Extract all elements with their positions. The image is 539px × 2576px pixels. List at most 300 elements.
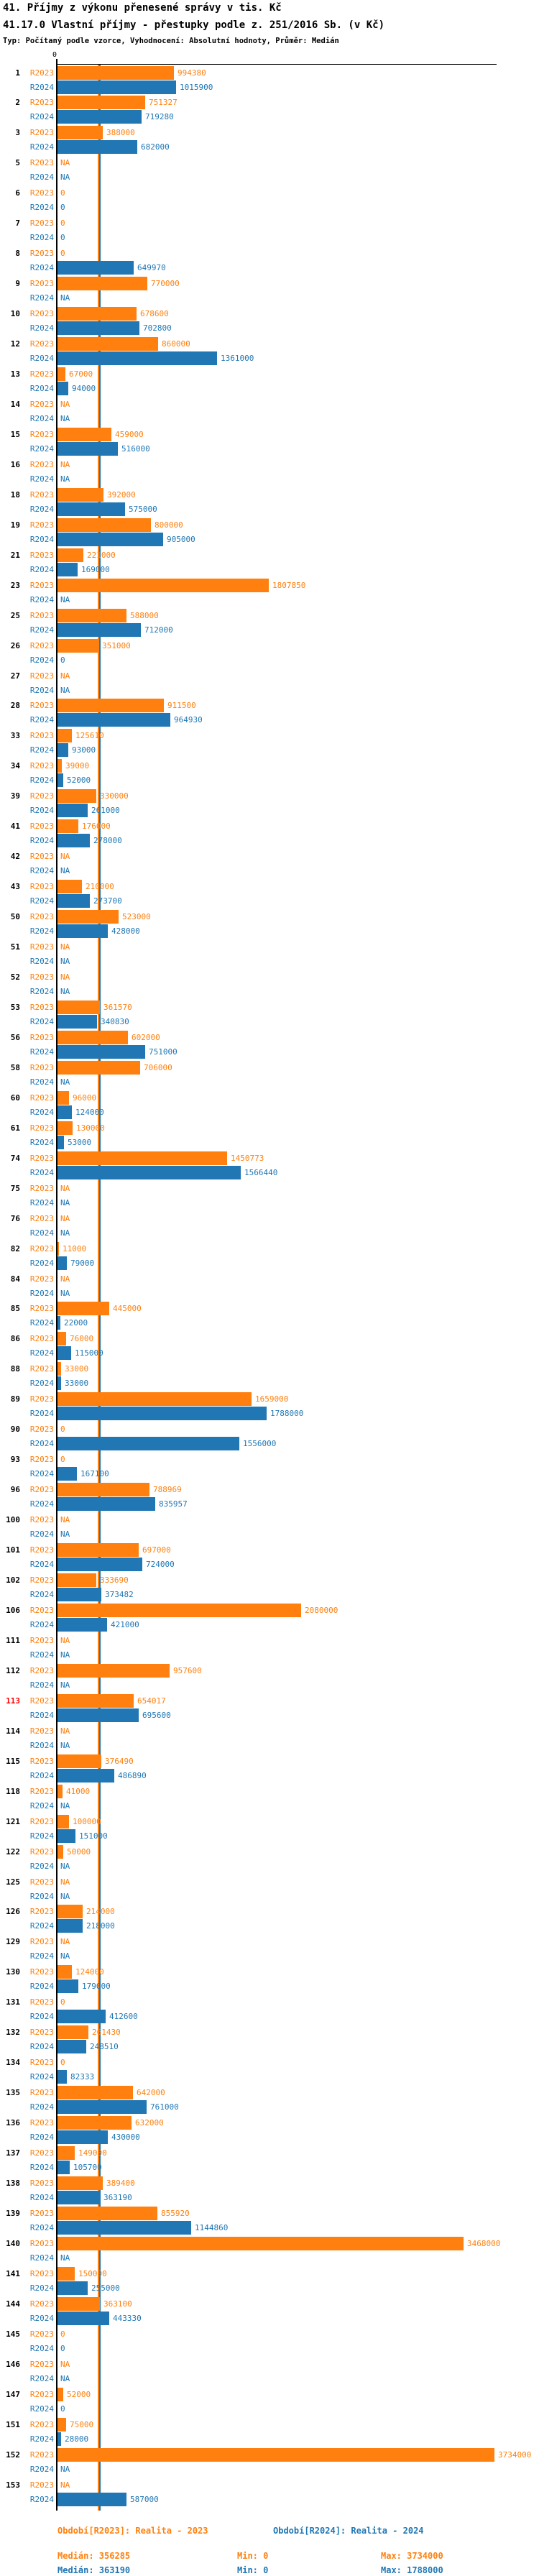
series-label-r2024: R2024	[29, 595, 54, 604]
value-label-r2024: NA	[60, 1077, 70, 1087]
value-label-r2023: 330000	[100, 791, 129, 801]
row-number: 111	[6, 1636, 20, 1645]
series-label-r2024: R2024	[29, 2223, 54, 2232]
value-label-r2023: NA	[60, 942, 70, 952]
series-label-r2024: R2024	[29, 2344, 54, 2353]
value-label-r2023: 788969	[153, 1485, 182, 1494]
value-label-r2024: 167100	[80, 1469, 109, 1478]
bar-r2024	[57, 1708, 139, 1722]
series-label-r2024: R2024	[29, 203, 54, 212]
bar-r2024	[57, 1105, 72, 1119]
value-label-r2024: 428000	[111, 926, 140, 936]
value-label-r2024: 363190	[103, 2193, 132, 2202]
series-label-r2023: R2023	[29, 1847, 54, 1857]
legend-median-2023: Medián: 356285	[57, 2551, 131, 2561]
series-label-r2024: R2024	[29, 323, 54, 333]
value-label-r2024: 421000	[111, 1620, 139, 1629]
series-label-r2024: R2024	[29, 1892, 54, 1901]
value-label-r2024: 1144860	[195, 2223, 229, 2232]
value-label-r2023: 459000	[115, 430, 144, 439]
value-label-r2023: 39000	[65, 761, 90, 770]
series-label-r2023: R2023	[29, 1184, 54, 1193]
value-label-r2023: 389400	[106, 2179, 135, 2188]
series-label-r2023: R2023	[29, 1726, 54, 1736]
value-label-r2023: 1659000	[255, 1394, 289, 1404]
bar-r2024	[57, 623, 141, 637]
bar-r2023	[57, 1754, 101, 1768]
value-label-r2023: 0	[60, 249, 65, 258]
value-label-r2024: 486890	[118, 1771, 147, 1780]
row-number: 19	[10, 520, 20, 530]
value-label-r2023: 149000	[78, 2148, 107, 2158]
row-number: 74	[10, 1154, 20, 1163]
value-label-r2023: 0	[60, 218, 65, 228]
bar-r2023	[57, 2297, 100, 2311]
row-number: 139	[6, 2209, 20, 2218]
value-label-r2024: 964930	[174, 715, 203, 724]
bar-r2023	[57, 2146, 75, 2160]
row-number: 12	[10, 339, 20, 349]
value-label-r2024: 905000	[167, 535, 195, 544]
value-label-r2023: 41000	[66, 1787, 91, 1796]
series-label-r2024: R2024	[29, 2434, 54, 2444]
bar-r2024	[57, 1979, 78, 1993]
value-label-r2023: NA	[60, 1726, 70, 1736]
series-label-r2024: R2024	[29, 1017, 54, 1026]
value-label-r2023: 678600	[140, 309, 169, 318]
row-number: 100	[6, 1515, 20, 1524]
series-label-r2024: R2024	[29, 1138, 54, 1147]
bar-r2024	[57, 382, 68, 395]
value-label-r2023: 0	[60, 2329, 65, 2339]
series-label-r2024: R2024	[29, 1348, 54, 1358]
row-number: 18	[10, 490, 20, 500]
series-label-r2024: R2024	[29, 535, 54, 544]
row-number: 34	[10, 761, 20, 770]
series-label-r2023: R2023	[29, 1997, 54, 2007]
row-number: 14	[10, 400, 20, 409]
series-label-r2024: R2024	[29, 2253, 54, 2263]
row-number: 84	[10, 1274, 20, 1284]
series-label-r2023: R2023	[29, 1274, 54, 1284]
row-number: 21	[10, 551, 20, 560]
series-label-r2023: R2023	[29, 761, 54, 770]
row-number: 13	[10, 369, 20, 379]
bar-r2023	[57, 1392, 252, 1406]
series-label-r2023: R2023	[29, 1666, 54, 1675]
value-label-r2023: 697000	[142, 1545, 171, 1555]
series-label-r2024: R2024	[29, 656, 54, 665]
row-number: 1	[15, 68, 20, 78]
bar-r2023	[57, 1302, 109, 1315]
row-number: 52	[10, 972, 20, 982]
bar-r2023	[57, 66, 174, 80]
legend-period-2024: Období[R2024]: Realita - 2024	[273, 2526, 424, 2536]
bar-r2024	[57, 533, 163, 546]
series-label-r2024: R2024	[29, 1982, 54, 1991]
bar-r2024	[57, 2040, 86, 2053]
value-label-r2023: 1450773	[231, 1154, 264, 1163]
value-label-r2023: 75000	[70, 2420, 94, 2429]
value-label-r2023: NA	[60, 671, 70, 681]
bar-r2023	[57, 1664, 170, 1678]
value-label-r2023: 0	[60, 1997, 65, 2007]
bar-r2023	[57, 1061, 140, 1075]
row-number: 129	[6, 1937, 20, 1946]
bar-r2024	[57, 773, 63, 787]
legend-max-2024: Max: 1788000	[381, 2565, 443, 2575]
value-label-r2024: 751000	[149, 1047, 178, 1057]
series-label-r2024: R2024	[29, 1228, 54, 1238]
row-number: 118	[6, 1787, 20, 1796]
row-number: 25	[10, 611, 20, 620]
series-label-r2024: R2024	[29, 1289, 54, 1298]
bar-r2024	[57, 1558, 142, 1571]
value-label-r2023: 800000	[155, 520, 183, 530]
value-label-r2023: 176000	[82, 822, 111, 831]
bar-r2023	[57, 1000, 100, 1014]
series-label-r2023: R2023	[29, 2329, 54, 2339]
row-number: 113	[6, 1696, 20, 1706]
bar-r2024	[57, 1497, 155, 1511]
x-axis-line	[56, 64, 497, 65]
page-title: 41. Příjmy z výkonu přenesené správy v tis. Kč	[3, 2, 282, 14]
bar-r2024	[57, 1588, 101, 1601]
value-label-r2024: NA	[60, 957, 70, 966]
value-label-r2023: 11000	[63, 1244, 87, 1254]
value-label-r2023: 523000	[122, 912, 151, 921]
value-label-r2024: 1015900	[180, 83, 213, 92]
row-number: 137	[6, 2148, 20, 2158]
series-label-r2023: R2023	[29, 339, 54, 349]
bar-r2024	[57, 2010, 106, 2023]
value-label-r2024: 0	[60, 233, 65, 242]
series-label-r2023: R2023	[29, 1907, 54, 1916]
series-label-r2023: R2023	[29, 942, 54, 952]
series-label-r2024: R2024	[29, 1951, 54, 1961]
row-number: 136	[6, 2118, 20, 2128]
series-label-r2024: R2024	[29, 1560, 54, 1569]
value-label-r2024: 218000	[86, 1921, 115, 1931]
value-label-r2024: 702800	[143, 323, 172, 333]
series-label-r2023: R2023	[29, 2209, 54, 2218]
row-number: 122	[6, 1847, 20, 1857]
bar-r2024	[57, 502, 125, 516]
value-label-r2023: 994380	[178, 68, 206, 78]
bar-r2024	[57, 2130, 108, 2144]
value-label-r2023: NA	[60, 1274, 70, 1284]
value-label-r2024: NA	[60, 2374, 70, 2383]
row-number: 146	[6, 2360, 20, 2369]
value-label-r2023: NA	[60, 158, 70, 167]
series-label-r2023: R2023	[29, 791, 54, 801]
bar-r2024	[57, 80, 176, 94]
bar-r2024	[57, 1045, 145, 1059]
series-label-r2024: R2024	[29, 1047, 54, 1057]
series-label-r2024: R2024	[29, 806, 54, 815]
value-label-r2023: NA	[60, 1515, 70, 1524]
series-label-r2023: R2023	[29, 1334, 54, 1343]
bar-r2023	[57, 729, 72, 742]
bar-r2024	[57, 1437, 239, 1450]
series-label-r2023: R2023	[29, 1877, 54, 1887]
value-label-r2024: NA	[60, 686, 70, 695]
series-label-r2023: R2023	[29, 1093, 54, 1103]
bar-r2024	[57, 1618, 107, 1632]
value-label-r2023: 588000	[130, 611, 159, 620]
row-number: 76	[10, 1214, 20, 1223]
value-label-r2024: 712000	[144, 625, 173, 635]
series-label-r2023: R2023	[29, 1003, 54, 1012]
series-label-r2024: R2024	[29, 1862, 54, 1871]
bar-r2024	[57, 1919, 83, 1933]
bar-r2023	[57, 2025, 88, 2039]
bar-r2024	[57, 442, 118, 456]
value-label-r2023: 351000	[102, 641, 131, 650]
bar-r2024	[57, 924, 108, 938]
row-number: 114	[6, 1726, 20, 1736]
bar-r2023	[57, 1091, 69, 1105]
bar-r2023	[57, 307, 137, 321]
series-label-r2023: R2023	[29, 188, 54, 198]
bar-r2023	[57, 1242, 59, 1256]
series-label-r2023: R2023	[29, 1063, 54, 1072]
series-label-r2024: R2024	[29, 2042, 54, 2051]
value-label-r2024: NA	[60, 1228, 70, 1238]
value-label-r2023: 1807850	[272, 581, 306, 590]
series-label-r2023: R2023	[29, 551, 54, 560]
series-label-r2024: R2024	[29, 625, 54, 635]
value-label-r2024: NA	[60, 866, 70, 875]
value-label-r2023: 214000	[86, 1907, 115, 1916]
bar-r2024	[57, 2191, 100, 2204]
value-label-r2023: NA	[60, 2360, 70, 2369]
row-number: 15	[10, 430, 20, 439]
value-label-r2024: 443330	[113, 2314, 142, 2323]
row-number: 134	[6, 2058, 20, 2067]
value-label-r2023: 67000	[69, 369, 93, 379]
value-label-r2023: 855920	[161, 2209, 190, 2218]
value-label-r2024: 273700	[93, 896, 122, 906]
series-label-r2024: R2024	[29, 926, 54, 936]
value-label-r2024: 719280	[145, 112, 174, 121]
series-label-r2023: R2023	[29, 1545, 54, 1555]
value-label-r2024: 516000	[121, 444, 150, 454]
series-label-r2023: R2023	[29, 218, 54, 228]
value-label-r2023: NA	[60, 400, 70, 409]
value-label-r2024: 105700	[73, 2163, 102, 2172]
series-label-r2023: R2023	[29, 731, 54, 740]
bar-r2024	[57, 1015, 97, 1029]
bar-r2023	[57, 1121, 73, 1135]
bar-r2024	[57, 2312, 109, 2325]
value-label-r2023: 957600	[173, 1666, 202, 1675]
series-label-r2023: R2023	[29, 1606, 54, 1615]
value-label-r2024: 412600	[109, 2012, 138, 2021]
bar-r2024	[57, 1166, 241, 1179]
series-label-r2024: R2024	[29, 2374, 54, 2383]
row-number: 86	[10, 1334, 20, 1343]
series-label-r2024: R2024	[29, 1439, 54, 1448]
bar-r2024	[57, 351, 217, 365]
series-label-r2024: R2024	[29, 1741, 54, 1750]
bar-r2024	[57, 894, 90, 908]
row-number: 53	[10, 1003, 20, 1012]
series-label-r2023: R2023	[29, 249, 54, 258]
value-label-r2023: NA	[60, 460, 70, 469]
indicator-title: 41.17.0 Vlastní příjmy - přestupky podle z. 251/2016 Sb. (v Kč)	[3, 19, 385, 31]
bar-r2023	[57, 789, 96, 803]
value-label-r2023: 0	[60, 1425, 65, 1434]
bar-r2024	[57, 1467, 77, 1481]
series-label-r2023: R2023	[29, 1394, 54, 1404]
series-label-r2024: R2024	[29, 233, 54, 242]
value-label-r2023: 706000	[144, 1063, 172, 1072]
value-label-r2023: 363100	[103, 2299, 132, 2309]
series-label-r2024: R2024	[29, 1318, 54, 1328]
value-label-r2024: NA	[60, 1801, 70, 1811]
row-number: 10	[10, 309, 20, 318]
value-label-r2024: 22000	[64, 1318, 88, 1328]
series-label-r2024: R2024	[29, 1680, 54, 1690]
row-number: 126	[6, 1907, 20, 1916]
series-label-r2024: R2024	[29, 444, 54, 454]
value-label-r2023: NA	[60, 1877, 70, 1887]
bar-r2023	[57, 337, 158, 351]
value-label-r2024: 575000	[129, 505, 157, 514]
value-label-r2023: 751327	[149, 98, 178, 107]
series-label-r2024: R2024	[29, 83, 54, 92]
series-label-r2024: R2024	[29, 957, 54, 966]
value-label-r2024: 373482	[105, 1590, 134, 1599]
series-label-r2023: R2023	[29, 2299, 54, 2309]
value-label-r2023: NA	[60, 1636, 70, 1645]
series-label-r2023: R2023	[29, 1244, 54, 1254]
row-number: 39	[10, 791, 20, 801]
value-label-r2024: NA	[60, 1741, 70, 1750]
series-label-r2023: R2023	[29, 2088, 54, 2097]
value-label-r2024: 179000	[82, 1982, 111, 1991]
series-label-r2023: R2023	[29, 1787, 54, 1796]
series-label-r2023: R2023	[29, 2239, 54, 2248]
value-label-r2023: 333690	[100, 1576, 129, 1585]
series-label-r2023: R2023	[29, 1214, 54, 1223]
legend-median-2024: Medián: 363190	[57, 2565, 131, 2575]
value-label-r2024: NA	[60, 474, 70, 484]
row-number: 7	[15, 218, 20, 228]
value-label-r2023: 3734000	[498, 2450, 532, 2460]
value-label-r2024: NA	[60, 2465, 70, 2474]
series-label-r2023: R2023	[29, 1364, 54, 1374]
series-label-r2023: R2023	[29, 2360, 54, 2369]
chart-subtitle: Typ: Počítaný podle vzorce, Vyhodnocení: Absolutní hodnoty, Průměr: Medián	[3, 37, 339, 45]
bar-r2023	[57, 2418, 66, 2432]
row-number: 140	[6, 2239, 20, 2248]
value-label-r2024: NA	[60, 1650, 70, 1660]
value-label-r2024: 1566440	[244, 1168, 278, 1177]
row-number: 28	[10, 701, 20, 710]
bar-r2024	[57, 743, 68, 757]
value-label-r2023: NA	[60, 1214, 70, 1223]
bar-r2023	[57, 1031, 128, 1044]
bar-r2023	[57, 579, 269, 592]
series-label-r2024: R2024	[29, 745, 54, 755]
value-label-r2023: 602000	[132, 1033, 160, 1042]
series-label-r2023: R2023	[29, 279, 54, 288]
row-number: 125	[6, 1877, 20, 1887]
row-number: 33	[10, 731, 20, 740]
value-label-r2024: NA	[60, 1862, 70, 1871]
bar-r2023	[57, 699, 164, 712]
bar-r2024	[57, 2161, 70, 2174]
series-label-r2023: R2023	[29, 1425, 54, 1434]
row-number: 102	[6, 1576, 20, 1585]
row-number: 141	[6, 2269, 20, 2278]
row-number: 51	[10, 942, 20, 952]
bar-r2023	[57, 910, 119, 924]
bar-r2024	[57, 1829, 75, 1843]
row-number: 93	[10, 1455, 20, 1464]
legend-max-2023: Max: 3734000	[381, 2551, 443, 2561]
bar-r2023	[57, 1362, 61, 1376]
value-label-r2024: 94000	[72, 384, 96, 393]
series-label-r2023: R2023	[29, 2148, 54, 2158]
series-label-r2023: R2023	[29, 490, 54, 500]
value-label-r2024: 28000	[65, 2434, 89, 2444]
row-number: 50	[10, 912, 20, 921]
value-label-r2023: NA	[60, 2480, 70, 2490]
series-label-r2024: R2024	[29, 2072, 54, 2082]
bar-r2023	[57, 428, 111, 441]
bar-r2023	[57, 819, 78, 833]
series-label-r2024: R2024	[29, 715, 54, 724]
series-label-r2023: R2023	[29, 400, 54, 409]
series-label-r2023: R2023	[29, 822, 54, 831]
value-label-r2023: NA	[60, 852, 70, 861]
series-label-r2024: R2024	[29, 1530, 54, 1539]
row-number: 89	[10, 1394, 20, 1404]
bar-r2023	[57, 1543, 139, 1557]
row-number: 138	[6, 2179, 20, 2188]
value-label-r2023: NA	[60, 1184, 70, 1193]
bar-r2023	[57, 1604, 301, 1617]
series-label-r2024: R2024	[29, 354, 54, 363]
series-label-r2023: R2023	[29, 2269, 54, 2278]
series-label-r2023: R2023	[29, 2390, 54, 2399]
bar-r2023	[57, 548, 83, 562]
series-label-r2023: R2023	[29, 2058, 54, 2067]
legend-min-2023: Min: 0	[237, 2551, 269, 2561]
series-label-r2023: R2023	[29, 1515, 54, 1524]
series-label-r2024: R2024	[29, 1620, 54, 1629]
bar-r2024	[57, 2070, 67, 2084]
value-label-r2023: 3468000	[467, 2239, 501, 2248]
bar-r2024	[57, 1376, 61, 1390]
bar-r2024	[57, 261, 134, 275]
bar-r2023	[57, 96, 145, 109]
value-label-r2024: 835957	[159, 1499, 188, 1509]
value-label-r2024: NA	[60, 414, 70, 423]
value-label-r2023: NA	[60, 1937, 70, 1946]
bar-r2023	[57, 1483, 149, 1496]
row-number: 43	[10, 882, 20, 891]
bar-r2024	[57, 2432, 61, 2446]
value-label-r2023: 124000	[75, 1967, 104, 1977]
series-label-r2023: R2023	[29, 2480, 54, 2490]
series-label-r2024: R2024	[29, 414, 54, 423]
series-label-r2023: R2023	[29, 1576, 54, 1585]
value-label-r2023: 0	[60, 188, 65, 198]
